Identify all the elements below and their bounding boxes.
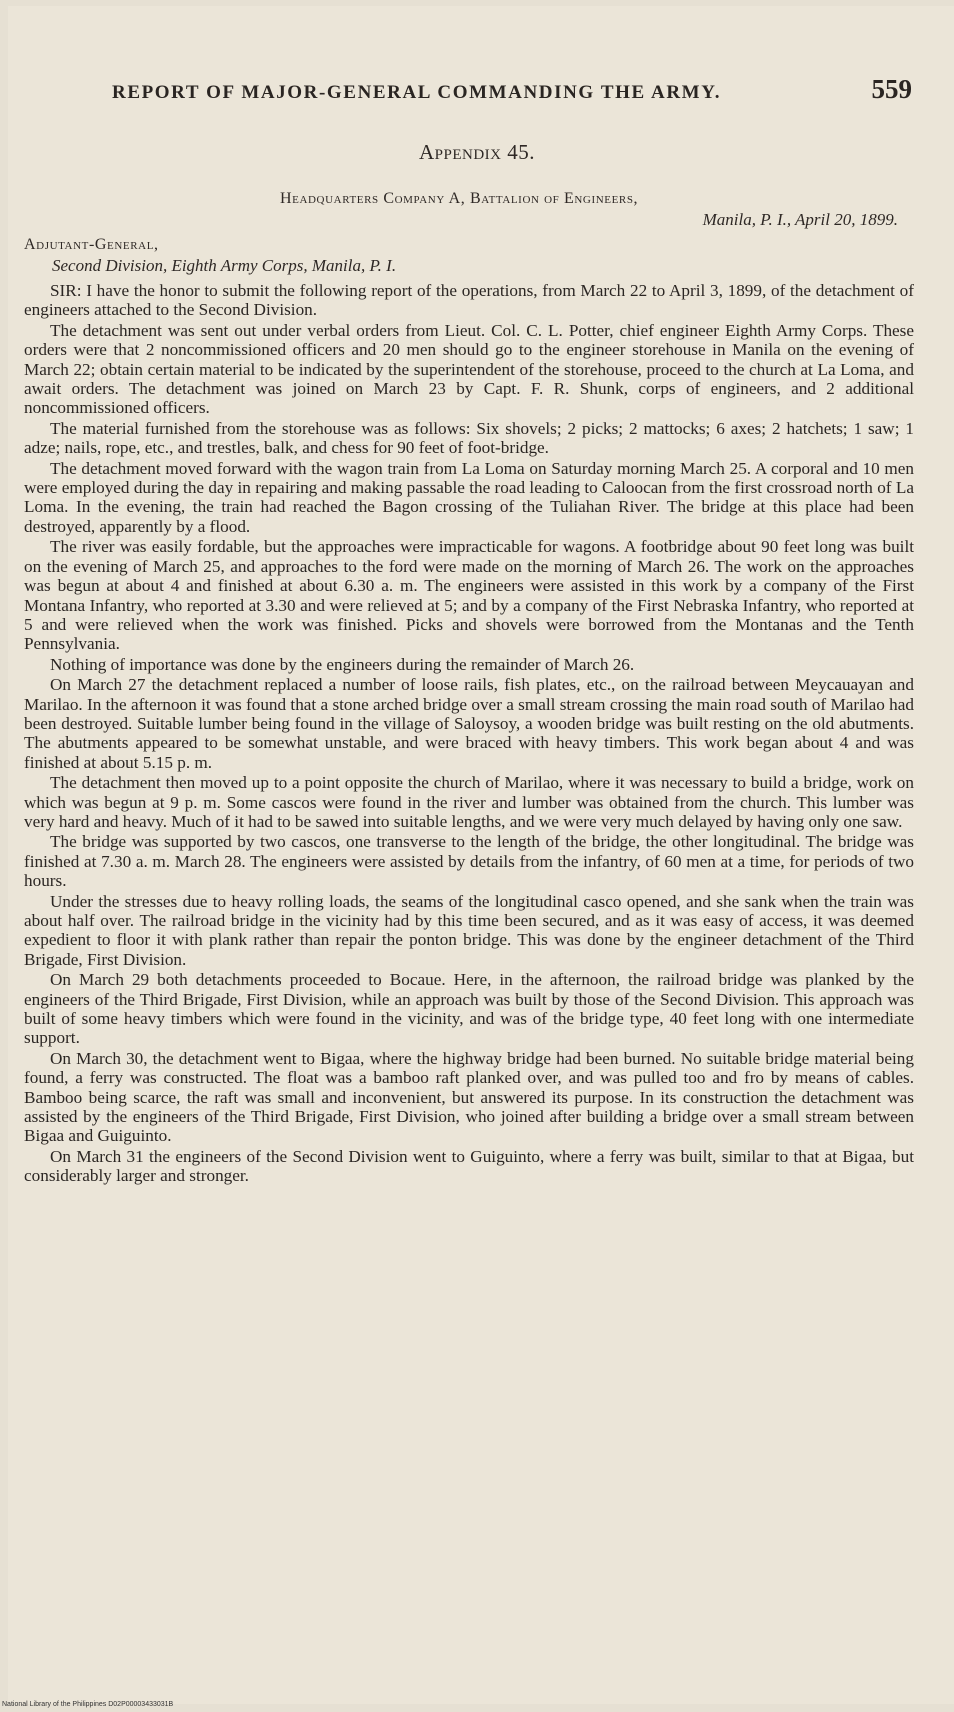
running-head <box>112 74 912 114</box>
paragraph: On March 31 the engineers of the Second Division went to Guiguinto, where a ferry was built, similar to that at Bigaa, but considerably larger and stronger. <box>24 1146 914 1186</box>
appendix-heading: Appendix 45. <box>418 140 535 164</box>
paragraph: On March 27 the detachment replaced a number of loose rails, fish plates, etc., on the railroad between Meycauayan and Marilao. In the afternoon it was found that a stone arched bridge over a small stream crossing the main road south of Marilao had been destroyed. Suitable lumber being found in the village of Saloysoy, a wooden bridge was built resting on the old abutments. The abutments appeared to be somewhat unstable, and were braced with heavy timbers. This work began about 4 and was finished at about 5.15 p. m. <box>24 675 914 772</box>
running-head-title: REPORT OF MAJOR-GENERAL COMMANDING THE ARMY. <box>112 82 722 103</box>
addressee-title: Adjutant-General, <box>24 236 159 253</box>
addressee-unit: Second Division, Eighth Army Corps, Manila, P. I. <box>52 256 397 275</box>
paragraph: The detachment moved forward with the wagon train from La Loma on Saturday morning March 25. A corporal and 10 men were employed during the day in repairing and making passable the road leading to Caloocan from the first crossroad north of La Loma. In the evening, the train had reached the Bagon crossing of the Tuliahan River. The bridge at this place had been destroyed, apparently by a flood. <box>24 458 914 536</box>
headquarters-line: Headquarters Company A, Battalion of Engineers, <box>280 190 639 207</box>
paragraph: The detachment then moved up to a point opposite the church of Marilao, where it was necessary to build a bridge, work on which was begun at 9 p. m. Some cascos were found in the river and lumber was obtained from the church. This lumber was very hard and heavy. Much of it had to be sawed into suitable lengths, and we were very much delayed by having only one saw. <box>24 773 914 831</box>
paragraph: SIR: I have the honor to submit the following report of the operations, from March 22 to April 3, 1899, of the detachment of engineers attached to the Second Division. <box>24 281 914 320</box>
paragraph: The bridge was supported by two cascos, one transverse to the length of the bridge, the other longitudinal. The bridge was finished at 7.30 a. m. March 28. The engineers were assisted by details from the infantry, of 60 men at a time, for periods of two hours. <box>24 832 914 891</box>
paragraph: Nothing of importance was done by the engineers during the remainder of March 26. <box>50 654 635 674</box>
report-body <box>24 281 914 1186</box>
page-number: 559 <box>871 74 912 104</box>
paragraph: On March 30, the detachment went to Bigaa, where the highway bridge had been burned. No suitable bridge material being found, a ferry was constructed. The float was a bamboo raft planked over, and was pulled too and fro by means of cables. Bamboo being scarce, the raft was small and inconvenient, but answered its purpose. In its construction the detachment was assisted by the engineers of the Third Brigade, First Division, who joined after building a bridge over a small stream between Bigaa and Guiguinto. <box>24 1048 914 1146</box>
place-date-line: Manila, P. I., April 20, 1899. <box>702 210 898 229</box>
paragraph: The material furnished from the storehouse was as follows: Six shovels; 2 picks; 2 mattocks; 6 axes; 2 hatchets; 1 saw; 1 adze; nails, rope, etc., and trestles, balk, and chess for 90 feet of foot-bridge. <box>24 418 914 458</box>
paragraph: Under the stresses due to heavy rolling loads, the seams of the longitudinal casco opened, and she sank when the train was about half over. The railroad bridge in the vicinity had by this time been secured, and as it was easy of access, it was deemed expedient to floor it with plank rather than repair the ponton bridge. This was done by the engineer detachment of the Third Brigade, First Division. <box>24 891 914 969</box>
paragraph: On March 29 both detachments proceeded to Bocaue. Here, in the afternoon, the railroad bridge was planked by the engineers of the Third Brigade, First Division, while an approach was built by those of the Second Division. This approach was built of some heavy timbers which were found in the vicinity, and was of the bridge type, 40 feet long with one intermediate support. <box>24 970 914 1048</box>
library-stamp: National Library of the Philippines D02P00003433031B <box>2 1701 174 1708</box>
paragraph: The river was easily fordable, but the approaches were impracticable for wagons. A footbridge about 90 feet long was built on the evening of March 25, and approaches to the ford were made on the morning of March 26. The work on the approaches was begun at about 4 and finished at about 6.30 a. m. The engineers were assisted in this work by a company of the First Montana Infantry, who reported at 3.30 and were relieved at 5; and by a company of the First Nebraska Infantry, who reported at 5 and were relieved when the work was finished. Picks and shovels were borrowed from the Montanas and the Tenth Pennsylvania. <box>24 537 914 654</box>
paragraph: The detachment was sent out under verbal orders from Lieut. Col. C. L. Potter, chief engineer Eighth Army Corps. These orders were that 2 noncommissioned officers and 20 men should go to the engineer storehouse in Manila on the evening of March 22; obtain certain material to be indicated by the superintendent of the storehouse, proceed to the church at La Loma, and await orders. The detachment was joined on March 23 by Capt. F. R. Shunk, corps of engineers, and 2 additional noncommissioned officers. <box>24 320 914 418</box>
